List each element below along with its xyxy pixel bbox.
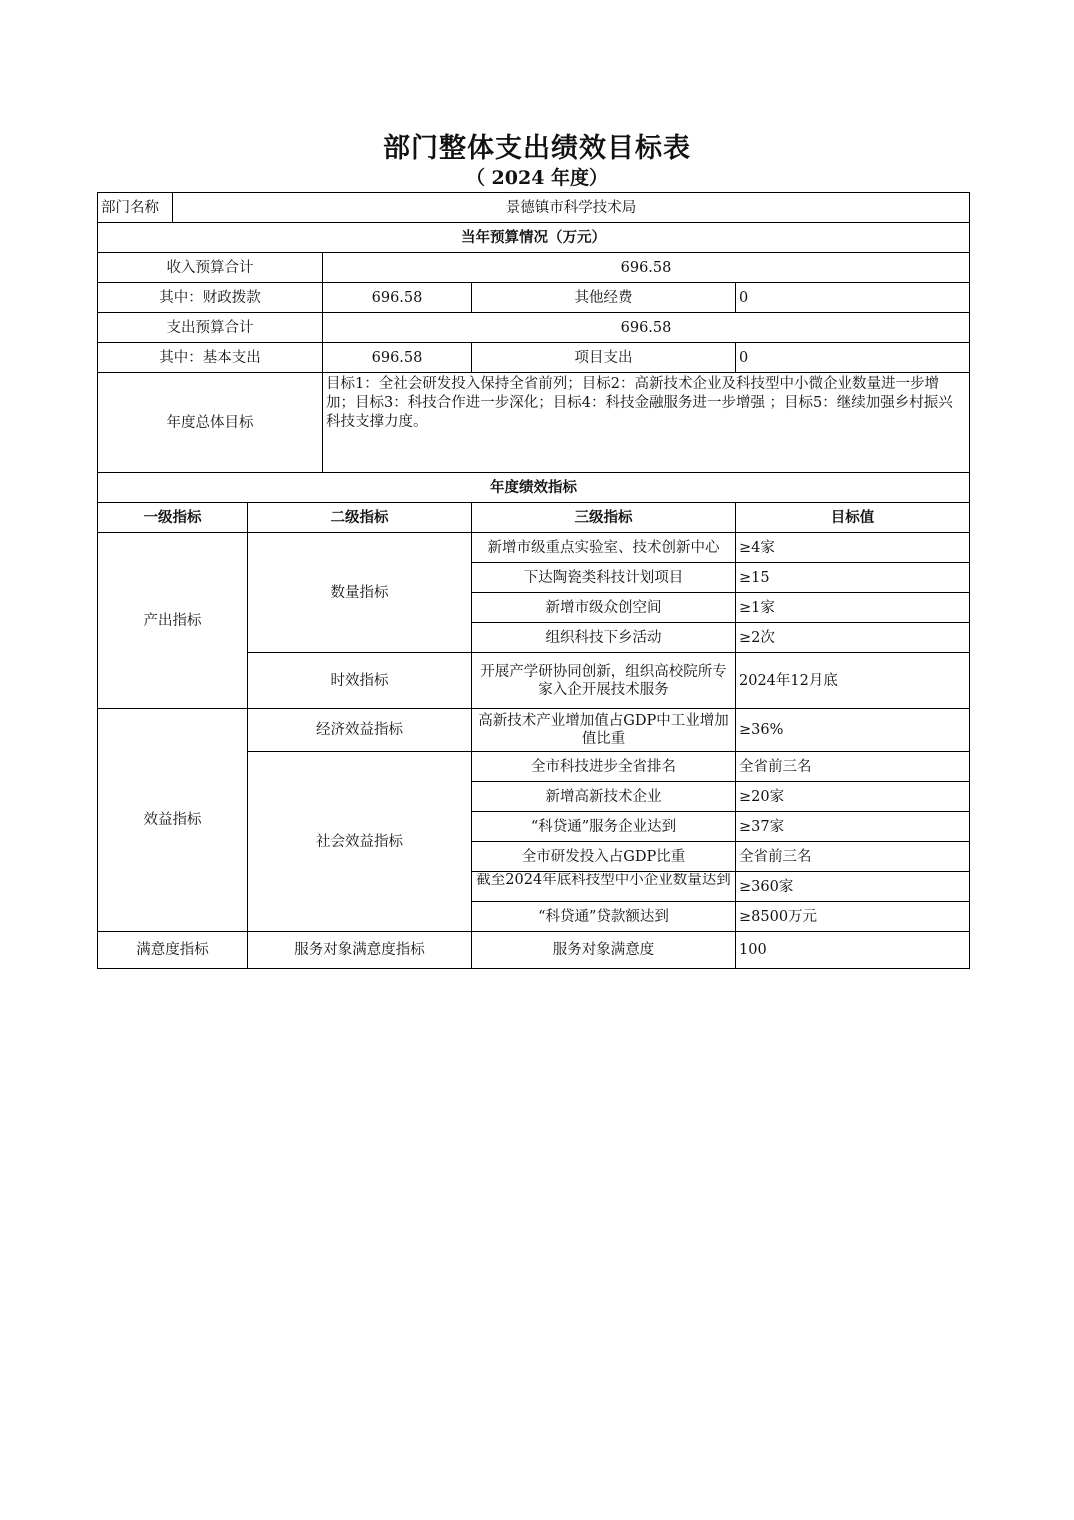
expense-total-row [98,313,970,343]
indicator-name: 截至2024年底科技型中小企业数量达到 [476,872,731,888]
output-label: 产出指标 [98,533,248,709]
indicator-name: 开展产学研协同创新，组织高校院所专家入企开展技术服务 [472,653,736,709]
indicator-name: “科贷通”贷款额达到 [472,902,736,932]
indicator-value: 2024年12月底 [736,653,970,709]
goal-text: 目标1：全社会研发投入保持全省前列；目标2：高新技术企业及科技型中小微企业数量进一步增加；目标3：科技合作进一步深化；目标4：科技金融服务进一步增强 ；目标5：继续加强乡村振兴科技支撑力度。 [323,373,970,473]
satisfaction-sub-label: 服务对象满意度指标 [248,932,472,969]
satisfaction-label: 满意度指标 [98,932,248,969]
col-level3: 三级指标 [472,503,736,533]
table-row [98,533,970,563]
indicator-value: 100 [736,932,970,969]
indicator-value: 全省前三名 [736,842,970,872]
indicator-name: 全市科技进步全省排名 [472,752,736,782]
indicator-name: 新增市级重点实验室、技术创新中心 [472,533,736,563]
project-label: 项目支出 [472,343,736,373]
indicator-name: 组织科技下乡活动 [472,623,736,653]
dept-row [98,193,970,223]
col-level1: 一级指标 [98,503,248,533]
income-total-label: 收入预算合计 [98,253,323,283]
indicator-value: 全省前三名 [736,752,970,782]
indicator-name: “科贷通”服务企业达到 [472,812,736,842]
other-label: 其他经费 [472,283,736,313]
indicator-name: 高新技术产业增加值占GDP中工业增加值比重 [472,709,736,752]
indicator-name: 新增市级众创空间 [472,593,736,623]
table-row [98,932,970,969]
dept-label: 部门名称 [98,193,173,223]
indicator-value: ≥4家 [736,533,970,563]
indicators-header: 年度绩效指标 [98,473,970,503]
col-level2: 二级指标 [248,503,472,533]
indicator-value: ≥36% [736,709,970,752]
basic-row [98,343,970,373]
indicator-name-cell [472,872,736,902]
indicator-value: ≥360家 [736,872,970,902]
economic-label: 经济效益指标 [248,709,472,752]
performance-table [97,192,970,969]
quantity-label: 数量指标 [248,533,472,653]
basic-value: 696.58 [323,343,472,373]
fiscal-row [98,283,970,313]
fiscal-value: 696.58 [323,283,472,313]
table-row [98,709,970,752]
benefit-label: 效益指标 [98,709,248,932]
page-title: 部门整体支出绩效目标表 [383,133,691,164]
goal-label: 年度总体目标 [98,373,323,473]
goal-row [98,373,970,473]
timeliness-label: 时效指标 [248,653,472,709]
indicator-name: 服务对象满意度 [472,932,736,969]
indicator-value: ≥20家 [736,782,970,812]
indicator-name: 新增高新技术企业 [472,782,736,812]
fiscal-label: 其中：财政拨款 [98,283,323,313]
indicator-value: ≥37家 [736,812,970,842]
project-value: 0 [736,343,970,373]
income-total-row [98,253,970,283]
indicator-name: 下达陶瓷类科技计划项目 [472,563,736,593]
expense-total-label: 支出预算合计 [98,313,323,343]
indicator-value: ≥15 [736,563,970,593]
budget-header-row [98,223,970,253]
dept-value: 景德镇市科学技术局 [173,193,970,223]
income-total-value: 696.58 [323,253,970,283]
indicator-value: ≥1家 [736,593,970,623]
col-target: 目标值 [736,503,970,533]
budget-header: 当年预算情况（万元） [98,223,970,253]
indicators-header-row [98,473,970,503]
basic-label: 其中：基本支出 [98,343,323,373]
other-value: 0 [736,283,970,313]
page-subtitle: （ 2024 年度） [465,167,609,189]
indicator-value: ≥8500万元 [736,902,970,932]
expense-total-value: 696.58 [323,313,970,343]
indicator-value: ≥2次 [736,623,970,653]
indicator-name: 全市研发投入占GDP比重 [472,842,736,872]
social-label: 社会效益指标 [248,752,472,932]
column-header-row [98,503,970,533]
